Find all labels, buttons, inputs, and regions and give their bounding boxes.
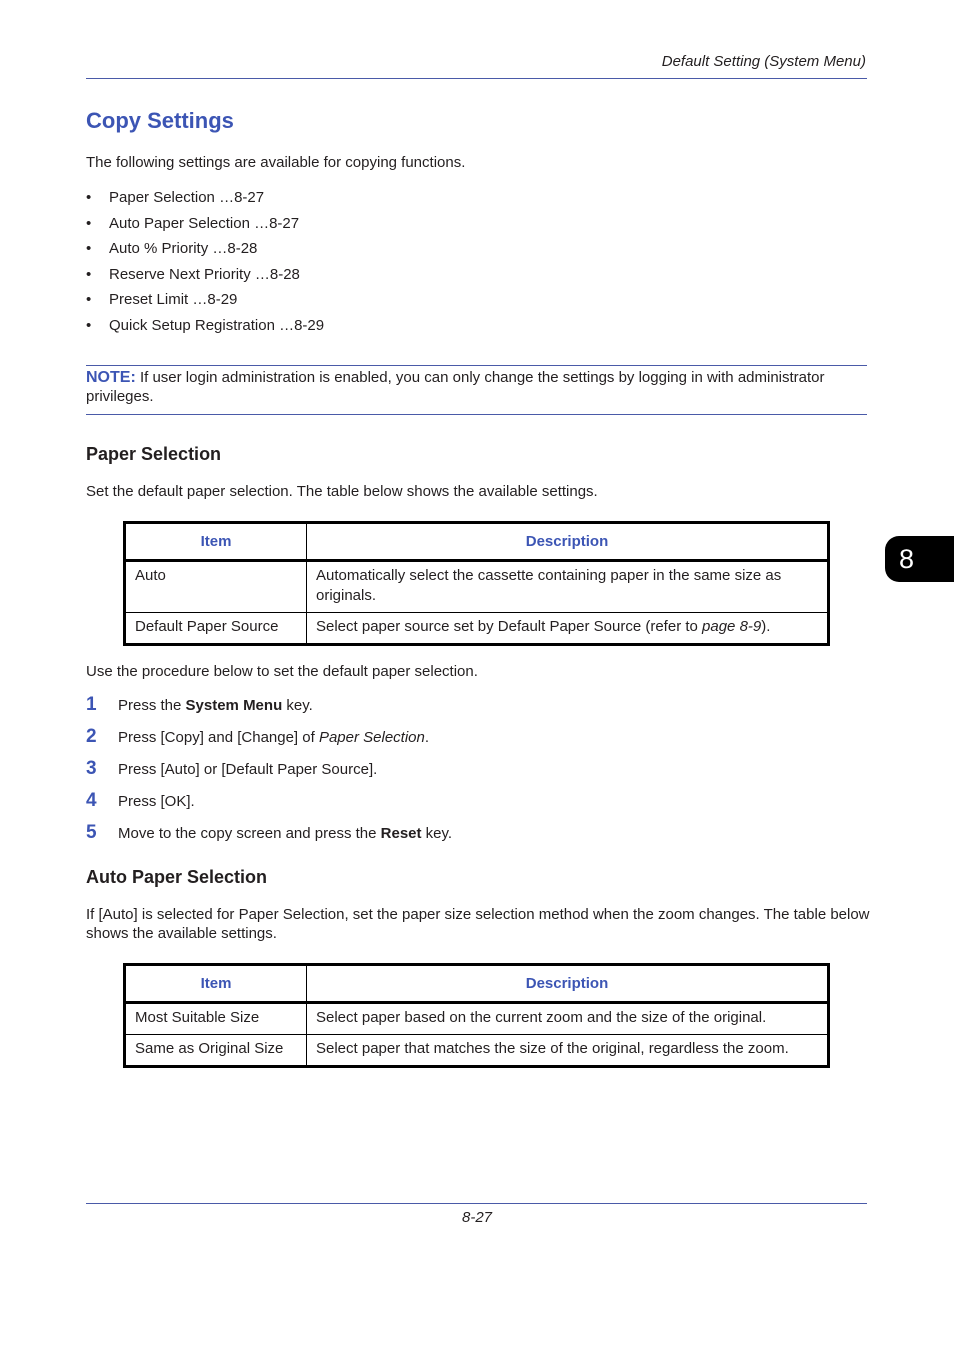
column-header-description: Description	[307, 523, 829, 561]
paper-selection-table	[123, 521, 830, 646]
setting-name: Paper Selection	[318, 729, 425, 746]
step-number: 1	[86, 694, 97, 715]
list-item-label: Reserve Next Priority …8-28	[109, 265, 300, 283]
table-cell-description: Select paper based on the current zoom and the size of the original.	[307, 1003, 829, 1035]
page-title: Copy Settings	[86, 108, 234, 133]
page-number: 8-27	[461, 1209, 493, 1226]
key-name: System Menu	[185, 697, 283, 714]
table-cell-item: Default Paper Source	[125, 613, 307, 645]
note-box	[86, 368, 867, 406]
column-header-item: Item	[125, 523, 307, 561]
list-item-label: Auto % Priority …8-28	[109, 240, 258, 258]
list-item[interactable]	[86, 188, 324, 214]
step-text: Move to the copy screen and press the Reset key.	[118, 825, 453, 842]
note-bottom-rule	[86, 414, 867, 415]
table-cell-item: Most Suitable Size	[125, 1003, 307, 1035]
table-row	[125, 1003, 829, 1035]
step-number: 3	[86, 758, 97, 779]
list-item[interactable]	[86, 290, 324, 316]
procedure-intro: Use the procedure below to set the default paper selection.	[86, 663, 478, 680]
list-item-label: Preset Limit …8-29	[109, 291, 238, 309]
section-heading-paper-selection: Paper Selection	[86, 444, 222, 464]
settings-list	[86, 188, 324, 342]
list-item-label: Paper Selection …8-27	[109, 189, 265, 206]
note-top-rule	[86, 365, 867, 366]
step-text: Press [Copy] and [Change] of Paper Selection.	[118, 729, 430, 746]
list-item-label: Quick Setup Registration …8-29	[109, 316, 325, 334]
step-number: 2	[86, 726, 97, 747]
list-item[interactable]	[86, 316, 324, 342]
paper-selection-description: Set the default paper selection. The table below shows the available settings.	[86, 483, 598, 500]
footer-rule	[86, 1203, 867, 1204]
step-text: Press [OK].	[118, 793, 195, 810]
chapter-tab: 8	[885, 536, 954, 582]
table-cell-description: Automatically select the cassette containing paper in the same size as originals.	[307, 561, 829, 613]
step-number: 5	[86, 822, 97, 843]
table-cell-description: Select paper that matches the size of the original, regardless the zoom.	[307, 1035, 829, 1067]
table-cell-item: Same as Original Size	[125, 1035, 307, 1067]
list-item-label: Auto Paper Selection …8-27	[109, 214, 300, 232]
table-cell-item: Auto	[125, 561, 307, 613]
column-header-item: Item	[125, 965, 307, 1003]
table-row	[125, 613, 829, 645]
table-cell-description	[307, 613, 829, 645]
intro-text: The following settings are available for copying functions.	[86, 154, 466, 171]
step-text: Press the System Menu key.	[118, 697, 313, 714]
table-row	[125, 561, 829, 613]
column-header-description: Description	[307, 965, 829, 1003]
step-number: 4	[86, 790, 97, 811]
description-text-end: ).	[761, 618, 771, 635]
running-header: Default Setting (System Menu)	[661, 53, 866, 70]
note-text: If user login administration is enabled, you can only change the settings by logging in with administrator privileges.	[86, 369, 825, 405]
header-rule	[86, 78, 867, 79]
key-name: Reset	[380, 825, 422, 842]
list-item[interactable]	[86, 239, 324, 265]
step-text: Press [Auto] or [Default Paper Source].	[118, 761, 378, 778]
section-heading-auto-paper-selection: Auto Paper Selection	[86, 867, 268, 887]
list-item[interactable]	[86, 265, 324, 291]
auto-paper-selection-table	[123, 963, 830, 1068]
description-text: Select paper source set by Default Paper Source (refer to	[316, 618, 703, 635]
list-item[interactable]	[86, 214, 324, 240]
note-label: NOTE:	[86, 369, 136, 386]
page-reference-link[interactable]: page 8-9	[702, 618, 762, 635]
table-row	[125, 1035, 829, 1067]
auto-paper-selection-description: If [Auto] is selected for Paper Selection, set the paper size selection method when the zoom changes. The table below shows the available settings.	[86, 906, 870, 942]
